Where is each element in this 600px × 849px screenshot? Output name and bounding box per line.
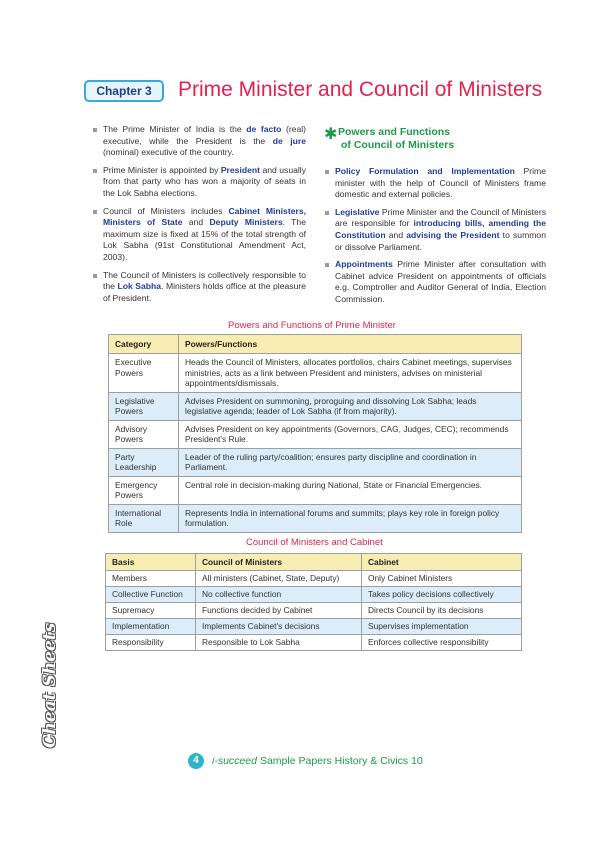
table-row — [109, 476, 522, 504]
text-run: to summon or dissolve Parliament. — [335, 229, 546, 252]
table-cell: Collective Function — [106, 587, 196, 603]
table-row — [109, 392, 522, 420]
table-cell: Responsibility — [106, 635, 196, 651]
table-cell: Members — [106, 571, 196, 587]
table-row — [106, 587, 522, 603]
text-run: Prime minister with the help of Council of Ministers frame domestic and external policies. — [335, 166, 546, 200]
table-cell: Central role in decision-making during National, State or Financial Emergencies. — [179, 476, 522, 504]
chapter-title: Prime Minister and Council of Ministers — [178, 78, 543, 101]
table-cell: Supremacy — [106, 603, 196, 619]
page-number: 4 — [188, 753, 204, 769]
list-item — [92, 165, 306, 200]
footer-text: Sample Papers History & Civics 10 — [259, 755, 423, 767]
text-run: and — [182, 217, 210, 228]
footer-brand: i-succeed — [212, 755, 257, 767]
column-header: Council of Ministers — [196, 554, 362, 571]
table-cell: Takes policy decisions collectively — [362, 587, 522, 603]
table-cell: Directs Council by its decisions — [362, 603, 522, 619]
highlighted-term: Cabinet Ministers, Ministers of State — [103, 205, 306, 228]
table-cell: Emergency Powers — [109, 476, 179, 504]
table-row — [106, 619, 522, 635]
powers-heading-line1: Powers and Functions — [338, 126, 451, 138]
table2-title: Council of Ministers and Cabinet — [246, 537, 383, 548]
powers-heading-line2: of Council of Ministers — [341, 139, 455, 151]
table1-title: Powers and Functions of Prime Minister — [228, 320, 396, 331]
highlighted-term: Policy Formulation and Implementation — [335, 166, 515, 176]
highlighted-term: de jure — [272, 135, 306, 146]
highlighted-term: advising the President — [406, 229, 500, 240]
text-run: The Council of Ministers is collectively responsible to the — [103, 269, 306, 292]
list-item — [92, 124, 306, 159]
highlighted-term: Deputy Ministers — [209, 217, 283, 228]
table-row — [109, 354, 522, 393]
table-cell: Represents India in international forums and summits; plays key role in foreign policy formulation. — [179, 504, 522, 532]
highlighted-term: de facto — [246, 124, 282, 134]
table-cell: Implements Cabinet's decisions — [196, 619, 362, 635]
table-row — [106, 603, 522, 619]
table-cell: Legislative Powers — [109, 392, 179, 420]
column-header: Category — [109, 335, 179, 354]
powers-list — [324, 166, 546, 306]
table-cell: Enforces collective responsibility — [362, 635, 522, 651]
highlighted-term: Appointments — [335, 259, 393, 270]
table-cell: All ministers (Cabinet, State, Deputy) — [196, 571, 362, 587]
list-item — [324, 166, 546, 201]
table-cell: Advisory Powers — [109, 420, 179, 448]
table-row — [109, 448, 522, 476]
text-run: (real) executive, while the President is the — [103, 124, 307, 146]
list-item — [92, 270, 306, 305]
table-cell: Party Leadership — [109, 448, 179, 476]
council-cabinet-table — [105, 553, 522, 651]
column-header: Powers/Functions — [179, 335, 522, 354]
text-run: Prime Minister after consultation with Cabinet advice President on appointments of officials e.g. Comptroller and Auditor General of India, Election Commission. — [335, 259, 546, 304]
table-row — [109, 504, 522, 532]
table-cell: No collective function — [196, 587, 362, 603]
table-cell: Only Cabinet Ministers — [362, 571, 522, 587]
highlighted-term: President — [220, 164, 260, 175]
powers-functions-box — [324, 126, 546, 312]
column-header: Basis — [106, 554, 196, 571]
table-cell: Advises President on summoning, proroguing and dissolving Lok Sabha; leads legislative agenda; leader of Lok Sabha (if from majority). — [179, 392, 522, 420]
table-cell: Advises President on key appointments (Governors, CAG, Judges, CEC); recommends President's Rule. — [179, 420, 522, 448]
asterisk-icon: ✱ — [324, 126, 338, 143]
table-header-row — [106, 554, 522, 571]
text-run: . The maximum size is fixed at 15% of the total strength of Lok Sabha (91st Constitutional Amendment Act, 2003). — [103, 217, 306, 262]
intro-list — [92, 124, 306, 304]
text-run: and — [385, 229, 407, 240]
text-run: . Ministers holds office at the pleasure of President. — [103, 281, 306, 303]
table-cell: International Role — [109, 504, 179, 532]
table-row — [106, 571, 522, 587]
powers-heading — [324, 126, 546, 152]
text-run: Council of Ministers includes — [103, 205, 229, 216]
page-footer — [188, 753, 423, 769]
list-item — [324, 207, 546, 253]
table-cell: Heads the Council of Ministers, allocates portfolios, chairs Cabinet meetings, supervises ministries, acts as a link between President and ministers, advises on ministerial appointments/dismissals. — [179, 354, 522, 393]
table-row — [106, 635, 522, 651]
column-header: Cabinet — [362, 554, 522, 571]
table-cell: Implementation — [106, 619, 196, 635]
chapter-badge: Chapter 3 — [84, 80, 164, 102]
highlighted-term: Legislative — [335, 206, 380, 217]
text-run: Prime Minister and the Council of Ministers are responsible for — [335, 206, 546, 229]
table-row — [109, 420, 522, 448]
table-cell: Responsible to Lok Sabha — [196, 635, 362, 651]
highlighted-term: introducing bills, amending the Constitution — [335, 218, 546, 240]
table-cell: Executive Powers — [109, 354, 179, 393]
highlighted-term: Lok Sabha — [117, 281, 162, 292]
pm-powers-table — [108, 334, 522, 533]
text-run: The Prime Minister of India is the — [103, 124, 247, 134]
intro-column — [92, 124, 306, 310]
table-cell: Leader of the ruling party/coalition; ensures party discipline and coordination in Parliament. — [179, 448, 522, 476]
list-item — [92, 206, 306, 264]
table-header-row — [109, 335, 522, 354]
table-cell: Supervises implementation — [362, 619, 522, 635]
text-run: (nominal) executive of the country. — [103, 147, 234, 158]
text-run: and usually from that party who has won a majority of seats in the Lok Sabha elections. — [103, 164, 306, 198]
text-run: Prime Minister is appointed by — [103, 164, 221, 175]
table-cell: Functions decided by Cabinet — [196, 603, 362, 619]
list-item — [324, 259, 546, 305]
cheat-sheets-side-label: Cheat Sheets — [40, 622, 60, 748]
